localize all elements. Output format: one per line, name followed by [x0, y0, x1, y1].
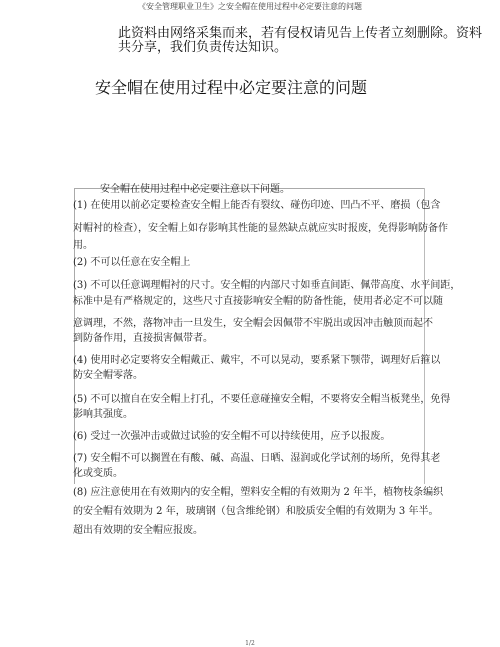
body-line: 意调理，不然，落物冲击一旦发生，安全帽会因佩带不牢脱出或因冲击触顶而起不	[73, 318, 433, 329]
body-line: (3) 不可以任意调理帽衬的尺寸。安全帽的内部尺寸如垂直间距、佩带高度、水平间距，	[73, 280, 461, 291]
body-line: (4) 使用时必定要将安全帽戴正、戴牢，不可以晃动，要系紧下颚带，调理好后箍以	[73, 355, 441, 366]
page-title: 安全帽在使用过程中必定要注意的问题	[95, 78, 368, 97]
body-line: 用。	[73, 240, 93, 251]
intro-paragraph: 安全帽在使用过程中必定要注意以下问题。	[100, 184, 290, 195]
body-line: (6) 受过一次强冲击或做过试验的安全帽不可以持续使用，应予以报废。	[73, 431, 391, 442]
body-line: 到防备作用，直接损害佩带者。	[73, 333, 213, 344]
body-line: (8) 应注意使用在有效期内的安全帽，塑料安全帽的有效期为 2 年半，植物枝条编织	[73, 487, 444, 498]
copyright-notice-line-1: 此资料由网络采集而来，若有侵权请见告上传者立刻删除。资料	[118, 26, 483, 41]
document-header: 《安全管理职业卫生》之安全帽在使用过程中必定要注意的问题	[138, 2, 362, 11]
body-line: (2) 不可以任意在安全帽上	[73, 257, 191, 268]
body-line: 超出有效期的安全帽应报废。	[73, 525, 203, 536]
body-line: 防安全帽零落。	[73, 370, 143, 381]
copyright-notice-line-2: 共分享，我们负责传达知识。	[118, 40, 288, 55]
body-line: (1) 在使用以前必定要检查安全帽上能否有裂纹、碰伤印迹、凹凸不平、磨损（包含	[73, 200, 441, 211]
body-line: 化或变质。	[73, 468, 123, 479]
body-line: 标准中是有严格规定的，这些尺寸直接影响安全帽的防备性能，使用者必定不可以随	[73, 296, 443, 307]
body-line: (7) 安全帽不可以搁置在有酸、碱、高温、日晒、湿润或化学试剂的场所，免得其老	[73, 453, 441, 464]
body-line: (5) 不可以擅自在安全帽上打孔，不要任意碰撞安全帽，不要将安全帽当板凳坐，免得	[73, 394, 451, 405]
body-line: 的安全帽有效期为 2 年，玻璃钢（包含维纶钢）和胶质安全帽的有效期为 3 年半。	[73, 506, 439, 517]
body-line: 对帽衬的检查），安全帽上如存影响其性能的显然缺点就应实时报废，免得影响防备作	[73, 223, 448, 234]
page-number: 1/2	[245, 640, 255, 647]
body-line: 影响其强度。	[73, 409, 133, 420]
